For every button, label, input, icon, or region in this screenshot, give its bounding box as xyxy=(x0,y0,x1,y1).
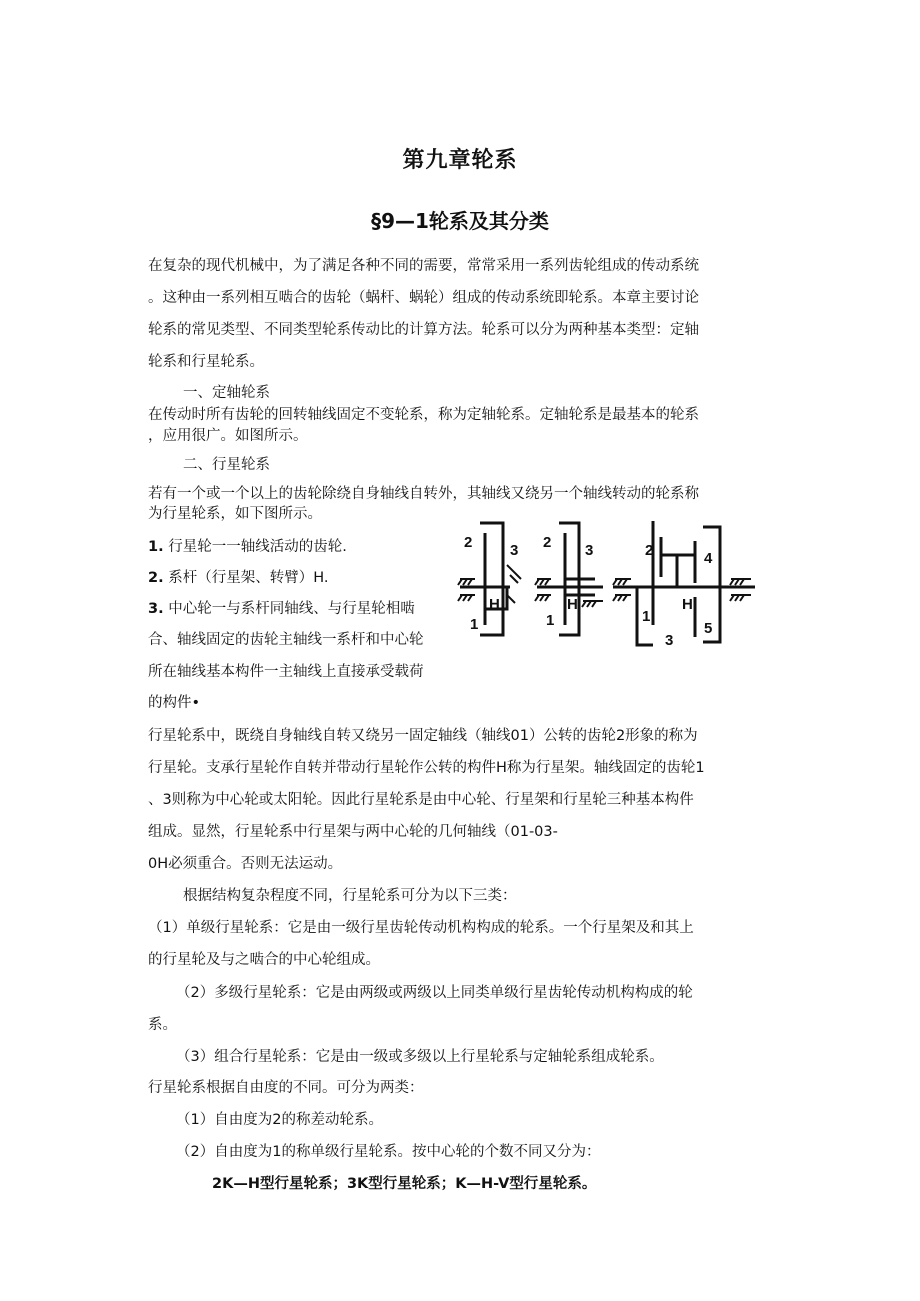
classification-item: （2）多级行星轮系：它是由两级或两级以上同类单级行星齿轮传动机构构成的轮 xyxy=(176,985,693,1001)
classification-item: 的行星轮及与之啮合的中心轮组成。 xyxy=(148,952,380,968)
chapter-title: 第九章轮系 xyxy=(402,148,518,173)
freedom-item: （1）自由度为2的称差动轮系。 xyxy=(176,1112,383,1128)
gear-label: 1 xyxy=(470,616,479,633)
item-number: 2. xyxy=(148,570,164,586)
gear-label: 2 xyxy=(645,542,654,559)
gear-label: 3 xyxy=(510,542,519,559)
fixed-axis-heading: 一、定轴轮系 xyxy=(183,385,270,401)
gear-label: 2 xyxy=(543,534,552,551)
item-text: 中心轮一与系杆同轴线、与行星轮相啮 xyxy=(168,601,415,617)
classification-item: 系。 xyxy=(148,1017,177,1033)
gear-label: 1 xyxy=(642,608,651,625)
gear-label: 2 xyxy=(464,534,473,551)
intro-line: 轮系和行星轮系。 xyxy=(148,354,264,370)
section-title: §9—1轮系及其分类 xyxy=(371,209,549,233)
list-item-continued: 所在轴线基本构件一主轴线上直接承受载荷 xyxy=(148,664,424,680)
gear-train-c xyxy=(613,521,755,645)
gear-label: H xyxy=(567,596,578,613)
item-number: 3. xyxy=(148,601,164,617)
item-number: 1. xyxy=(148,539,164,555)
planetary-text: 为行星轮系，如下图所示。 xyxy=(148,506,322,522)
gear-label: 1 xyxy=(546,612,555,629)
body-line: 、3则称为中心轮或太阳轮。因此行星轮系是由中心轮、行星架和行星轮三种基本构件 xyxy=(148,792,694,808)
classification-item: （1）单级行星轮系：它是由一级行星齿轮传动机构构成的轮系。一个行星架及和其上 xyxy=(148,920,694,936)
freedom-types: 2K—H型行星轮系；3K型行星轮系；K—H-V型行星轮系。 xyxy=(212,1176,597,1192)
intro-line: 轮系的常见类型、不同类型轮系传动比的计算方法。轮系可以分为两种基本类型：定轴 xyxy=(148,322,699,338)
gear-label: 3 xyxy=(585,542,594,559)
classification-intro: 根据结构复杂程度不同，行星轮系可分为以下三类： xyxy=(183,888,517,904)
gear-label: 5 xyxy=(704,620,713,637)
fixed-axis-text: ，应用很广。如图所示。 xyxy=(148,428,308,444)
gear-label: 3 xyxy=(665,632,674,649)
classification-item: （3）组合行星轮系：它是由一级或多级以上行星轮系与定轴轮系组成轮系。 xyxy=(176,1049,664,1065)
item-text: 系杆（行星架、转臂）H. xyxy=(168,570,329,586)
planetary-text: 若有一个或一个以上的齿轮除绕自身轴线自转外，其轴线又绕另一个轴线转动的轮系称 xyxy=(148,486,699,502)
gear-label: 4 xyxy=(704,550,713,567)
body-line: 行星轮系中，既绕自身轴线自转又绕另一固定轴线（轴线01）公转的齿轮2形象的称为 xyxy=(148,728,698,744)
fixed-axis-text: 在传动时所有齿轮的回转轴线固定不变轮系，称为定轴轮系。定轴轮系是最基本的轮系 xyxy=(148,407,699,423)
body-line: 0H必须重合。否则无法运动。 xyxy=(148,856,343,872)
freedom-intro: 行星轮系根据自由度的不同。可分为两类： xyxy=(148,1080,424,1096)
freedom-item: （2）自由度为1的称单级行星轮系。按中心轮的个数不同又分为： xyxy=(176,1144,601,1160)
gear-label: H xyxy=(682,596,693,613)
body-line: 组成。显然，行星轮系中行星架与两中心轮的几何轴线（01-03- xyxy=(148,824,558,840)
intro-line: 在复杂的现代机械中，为了满足各种不同的需要，常常采用一系列齿轮组成的传动系统 xyxy=(148,258,699,274)
gear-label: H xyxy=(489,596,500,613)
list-item-continued: 合、轴线固定的齿轮主轴线一系杆和中心轮 xyxy=(148,632,424,648)
item-text: 行星轮一一轴线活动的齿轮. xyxy=(168,539,347,555)
planetary-gear-diagram xyxy=(455,517,775,652)
intro-line: 。这种由一系列相互啮合的齿轮（蜗杆、蜗轮）组成的传动系统即轮系。本章主要讨论 xyxy=(148,290,699,306)
list-item-continued: 的构件• xyxy=(148,695,201,711)
body-line: 行星轮。支承行星轮作自转并带动行星轮作公转的构件H称为行星架。轴线固定的齿轮1 xyxy=(148,760,705,776)
list-item xyxy=(148,566,328,587)
planetary-heading: 二、行星轮系 xyxy=(183,457,270,473)
list-item xyxy=(148,535,347,556)
list-item xyxy=(148,597,415,618)
